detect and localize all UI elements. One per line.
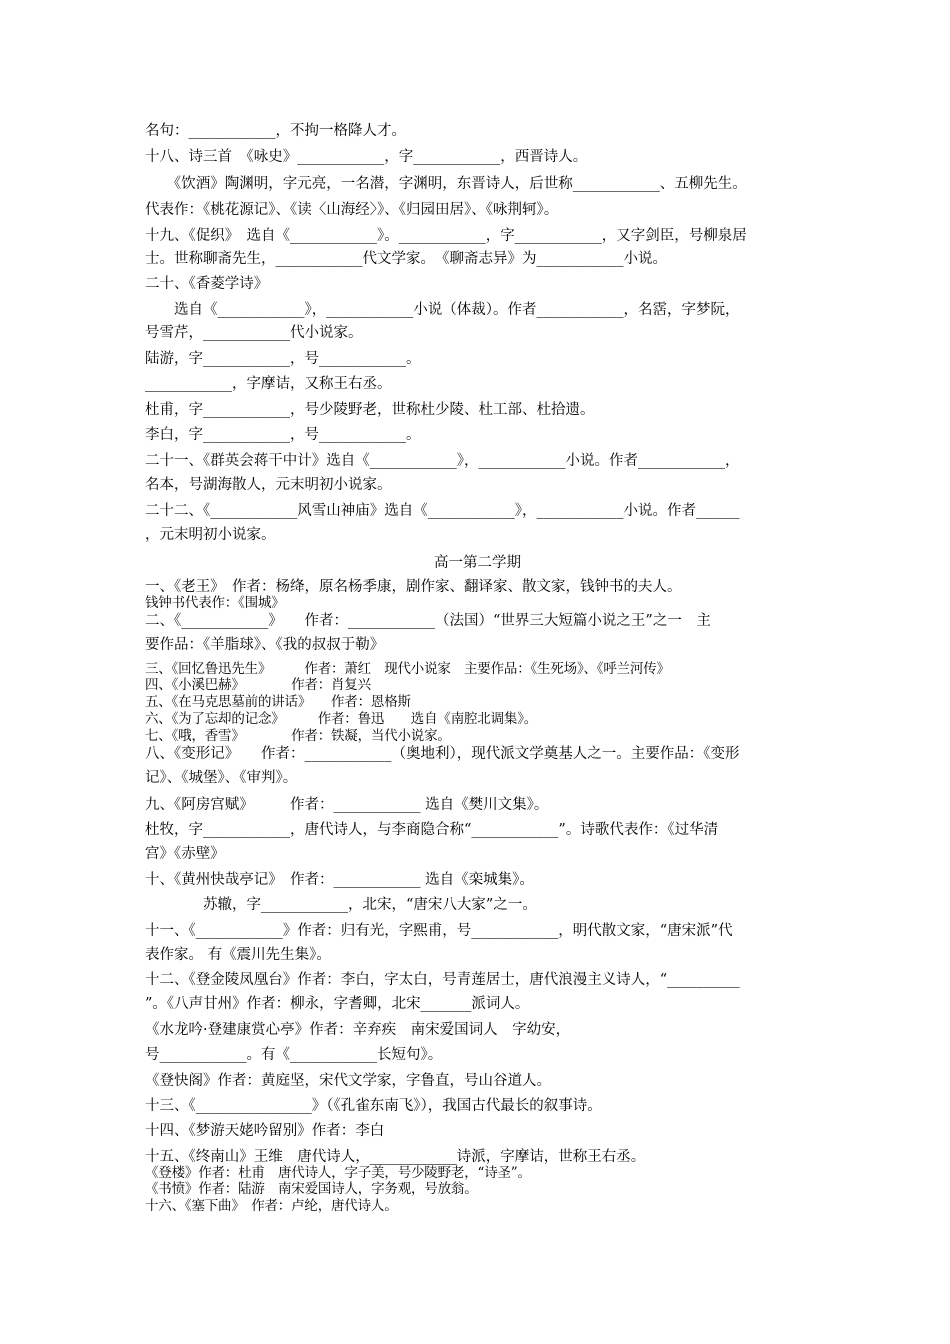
text-line: 名句：____________，不拘一格降人才。: [145, 123, 406, 139]
text-line: 宫》《赤壁》: [145, 846, 225, 862]
text-line: 杜牧，字____________，唐代诗人，与李商隐合称“____________”。诗歌代表作：《过华清: [145, 822, 719, 838]
text-line: 代表作：《桃花源记》、《读〈山海经〉》、《归园田居》、《咏荆轲》。: [145, 202, 559, 218]
section-heading: 高一第二学期: [434, 555, 521, 571]
text-line: 《书愤》作者：陆游 南宋爱国诗人，字务观，号放翁。: [145, 1181, 478, 1197]
text-line: 八、《变形记》 作者：____________（奥地利），现代派文学奠基人之一。主要作品：《变形: [145, 746, 740, 762]
text-line: 十四、《梦游天姥吟留别》作者：李白: [145, 1123, 385, 1139]
text-line: 四、《小溪巴赫》 作者：肖复兴: [145, 677, 371, 693]
text-line: 《登快阁》作者：黄庭坚，宋代文学家，字鲁直，号山谷道人。: [145, 1073, 551, 1089]
text-line: 《饮酒》陶渊明，字元亮，一名潜，字渊明，东晋诗人，后世称____________、五柳先生。: [145, 176, 747, 192]
text-line: ”。《八声甘州》作者：柳永，字耆卿，北宋_______派词人。: [145, 996, 530, 1012]
text-line: 九、《阿房宫赋》 作者：____________ 选自《樊川文集》。: [145, 797, 549, 813]
text-line: 选自《____________》，____________小说（体裁）。作者____________，名霑，字梦阮，: [145, 302, 740, 318]
text-line: ____________，字摩诘，又称王右丞。: [145, 376, 392, 392]
text-line: 要作品：《羊脂球》、《我的叔叔于勒》: [145, 637, 385, 653]
text-line: 二十、《香菱学诗》: [145, 276, 269, 292]
text-line: 十、《黄州快哉亭记》 作者：____________ 选自《栾城集》。: [145, 872, 534, 888]
text-line: 苏辙，字____________，北宋，“唐宋八大家”之一。: [145, 897, 537, 913]
text-line: 二十一、《群英会蒋干中计》选自《____________》，____________小说。作者____________，: [145, 453, 740, 469]
text-line: 十五、《终南山》王维 唐代诗人，____________诗派，字摩诘，世称王右丞。: [145, 1149, 646, 1165]
text-line: 士。世称聊斋先生，____________代文学家。 《聊斋志异》为____________小说。: [145, 251, 667, 267]
text-line: 号雪芹，____________代小说家。: [145, 325, 363, 341]
text-line: ，元末明初小说家。: [145, 527, 276, 543]
text-line: 三、《回忆鲁迅先生》 作者：萧红 现代小说家 主要作品：《生死场》、《呼兰河传》: [145, 661, 670, 677]
text-line: 十六、《塞下曲》 作者：卢纶，唐代诗人。: [145, 1198, 398, 1214]
text-line: 十八、诗三首 《咏史》____________，字____________，西晋诗人。: [145, 149, 588, 165]
text-line: 十九、《促织》 选自《____________》。____________，字____________，又字剑臣，号柳泉居: [145, 228, 747, 244]
text-line: 十三、《________________》（《孔雀东南飞》），我国古代最长的叙事诗。: [145, 1098, 602, 1114]
text-line: 六、《为了忘却的记念》 作者：鲁迅 选自《南腔北调集》。: [145, 711, 538, 727]
text-line: 钱钟书代表作：《围城》: [145, 595, 285, 611]
text-line: 陆游，字____________，号____________。: [145, 351, 421, 367]
text-line: 十一、《____________》作者：归有光，字熙甫，号____________，明代散文家，“唐宋派”代: [145, 923, 733, 939]
text-line: 杜甫，字____________，号少陵野老，世称杜少陵、杜工部、杜拾遗。: [145, 402, 595, 418]
text-line: 二、《____________》 作者：____________（法国）“世界三大短篇小说之王”之一 主: [145, 613, 711, 629]
text-line: 二十二、《____________风雪山神庙》选自《____________》，____________小说。作者______: [145, 503, 740, 519]
text-line: 号____________。有《____________长短句》。: [145, 1047, 443, 1063]
text-line: 一、《老王》 作者：杨绛，原名杨季康，剧作家、翻译家、散文家，钱钟书的夫人。: [145, 579, 682, 595]
text-line: 《水龙吟·登建康赏心亭》作者：辛弃疾 南宋爱国词人 字幼安，: [145, 1022, 571, 1038]
text-line: 表作家。 有《震川先生集》。: [145, 947, 331, 963]
text-line: 五、《在马克思墓前的讲话》 作者：恩格斯: [145, 694, 411, 710]
text-line: 李白，字____________，号____________。: [145, 427, 421, 443]
text-line: 十二、《登金陵凤凰台》作者：李白，字太白，号青莲居士，唐代浪漫主义诗人，“__________: [145, 972, 740, 988]
text-line: 七、《哦，香雪》 作者：铁凝，当代小说家。: [145, 728, 451, 744]
text-line: 名本，号湖海散人，元末明初小说家。: [145, 477, 392, 493]
text-line: 《登楼》作者：杜甫 唐代诗人，字子美，号少陵野老，“诗圣”。: [145, 1165, 531, 1181]
text-line: 记》、《城堡》、《审判》。: [145, 770, 298, 786]
